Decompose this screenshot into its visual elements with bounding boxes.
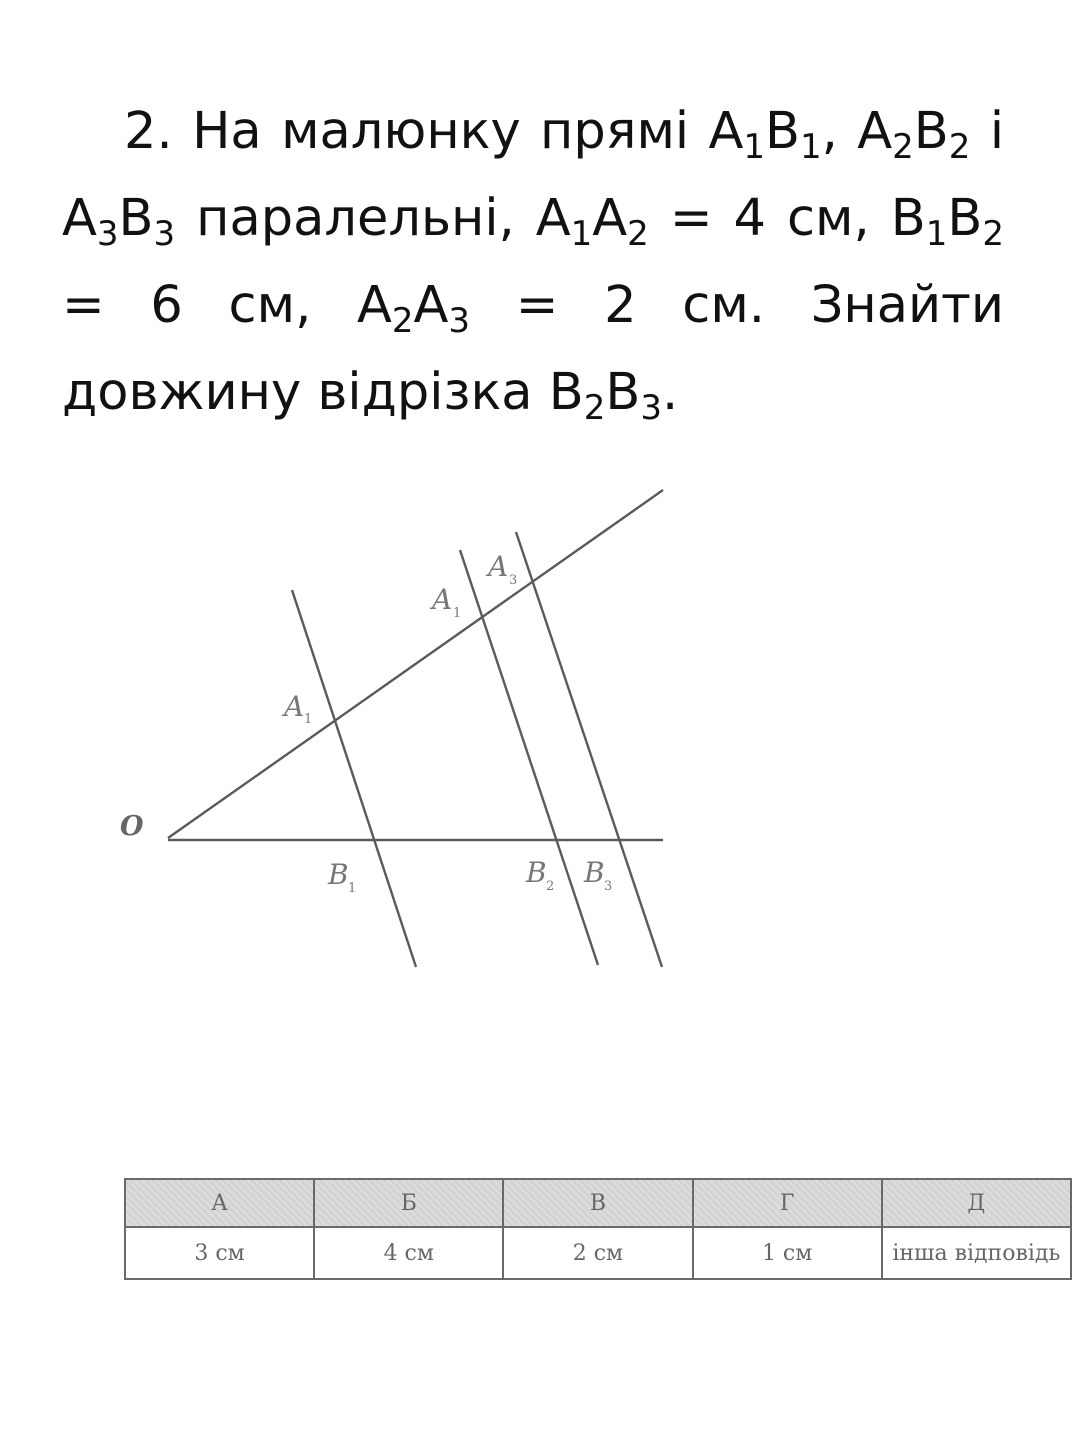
problem-number: 2. [124,102,173,161]
label-b3: B [584,856,605,889]
answer-option: 2 см [503,1227,692,1279]
svg-text:1: 1 [304,712,313,727]
answer-table [124,1178,1072,1280]
label-a1: A [284,690,305,723]
answer-option: 1 см [693,1227,882,1279]
answer-header: А [125,1179,314,1227]
answer-header: Д [882,1179,1071,1227]
problem-text: 2. На малюнку прямі $А_1В_1$, $А_2В_2$ і $А_3В_3$ паралельні, $А_1А_2 = 4$ см, $В_1В_2 = 6$ см, $А_2А_3 = 2$ см. Знайти довжину відрізка $В_2В_3$. [62,102,1005,428]
answer-option: інша відповідь [882,1227,1071,1279]
ray-oa [168,490,663,838]
svg-text:1: 1 [453,606,462,621]
label-a2: A [432,583,453,616]
answer-header-row [125,1179,1071,1227]
geometry-figure [110,480,690,980]
line-a2b2 [460,550,598,965]
line-a3b3 [516,532,662,967]
svg-text:3: 3 [509,573,518,588]
answer-header: В [503,1179,692,1227]
line-a1b1 [292,590,416,967]
label-origin: O [120,811,144,842]
svg-text:1: 1 [348,881,357,896]
answer-option: 4 см [314,1227,503,1279]
answer-header: Г [693,1179,882,1227]
answer-option: 3 см [125,1227,314,1279]
answer-value-row [125,1227,1071,1279]
label-a3: A [488,550,509,583]
answer-header: Б [314,1179,503,1227]
svg-text:3: 3 [604,879,613,894]
svg-text:2: 2 [546,879,555,894]
label-b2: B [526,856,547,889]
label-b1: B [328,858,349,891]
